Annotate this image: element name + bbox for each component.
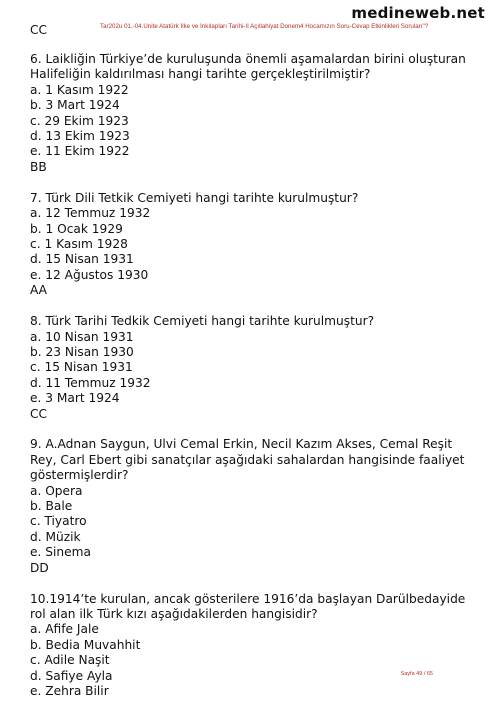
question-text: 9. A.Adnan Saygun, Ulvi Cemal Erkin, Necil Kazım Akses, Cemal Reşit Rey, Carl Ebert gibi sanatçılar aşağıdaki sahalardan hangisinde faaliyet göstermişlerdir?	[30, 437, 465, 483]
option-c: c. 1 Kasım 1928	[30, 236, 128, 251]
question-9	[30, 437, 470, 576]
option-d: d. 11 Temmuz 1932	[30, 375, 151, 390]
option-b: b. 1 Ocak 1929	[30, 221, 123, 236]
answer-key: BB	[30, 159, 47, 174]
option-e: e. 12 Ağustos 1930	[30, 267, 149, 282]
question-text: 6. Laikliğin Türkiye’de kuruluşunda önemli aşamalardan birini oluşturan Halifeliğin kaldırılması hangi tarihte gerçekleştirilmiştir?	[30, 52, 466, 82]
site-watermark: medineweb.net	[351, 4, 485, 22]
question-text: 8. Türk Tarihi Tedkik Cemiyeti hangi tarihte kurulmuştur?	[30, 314, 375, 329]
option-a: a. Afife Jale	[30, 622, 99, 637]
option-e: e. Sinema	[30, 545, 91, 560]
answer-key: DD	[30, 560, 49, 575]
option-d: d. Safiye Ayla	[30, 668, 113, 683]
header-note: Tar202u 01.-04.Ünite Atatürk İlke ve İnkılapları Tarihi-II Açıllahiyat Donem4 Hocamızın Soru-Cevap Etkinlikleri Soruları"?	[100, 23, 429, 30]
question-10	[30, 592, 470, 700]
question-7	[30, 191, 470, 299]
question-list	[30, 52, 470, 715]
option-d: d. 13 Ekim 1923	[30, 129, 130, 144]
option-a: a. 10 Nisan 1931	[30, 329, 134, 344]
option-b: b. Bedia Muvahhit	[30, 637, 141, 652]
option-c: c. Adile Naşit	[30, 653, 110, 668]
answer-key: AA	[30, 283, 48, 298]
option-b: b. Bale	[30, 499, 73, 514]
question-text: 7. Türk Dili Tetkik Cemiyeti hangi tarihte kurulmuştur?	[30, 190, 359, 205]
page-number: Sayfa 49 / 65	[400, 671, 433, 677]
question-6	[30, 52, 470, 175]
previous-answer: CC	[30, 23, 48, 37]
option-b: b. 23 Nisan 1930	[30, 344, 134, 359]
option-e: e. 11 Ekim 1922	[30, 144, 130, 159]
option-c: c. 15 Nisan 1931	[30, 360, 133, 375]
option-a: a. 12 Temmuz 1932	[30, 206, 151, 221]
question-text: 10.1914’te kurulan, ancak gösterilere 1916’da başlayan Darülbedayide rol alan ilk Türk kızı aşağıdakilerden hangisidir?	[30, 591, 466, 621]
option-b: b. 3 Mart 1924	[30, 98, 120, 113]
option-c: c. Tiyatro	[30, 514, 87, 529]
option-e: e. 3 Mart 1924	[30, 391, 120, 406]
option-e: e. Zehra Bilir	[30, 684, 109, 699]
option-c: c. 29 Ekim 1923	[30, 113, 129, 128]
option-d: d. Müzik	[30, 529, 81, 544]
question-8	[30, 314, 470, 422]
answer-key: CC	[30, 406, 48, 421]
option-a: a. 1 Kasım 1922	[30, 82, 129, 97]
option-a: a. Opera	[30, 483, 83, 498]
option-d: d. 15 Nisan 1931	[30, 252, 134, 267]
